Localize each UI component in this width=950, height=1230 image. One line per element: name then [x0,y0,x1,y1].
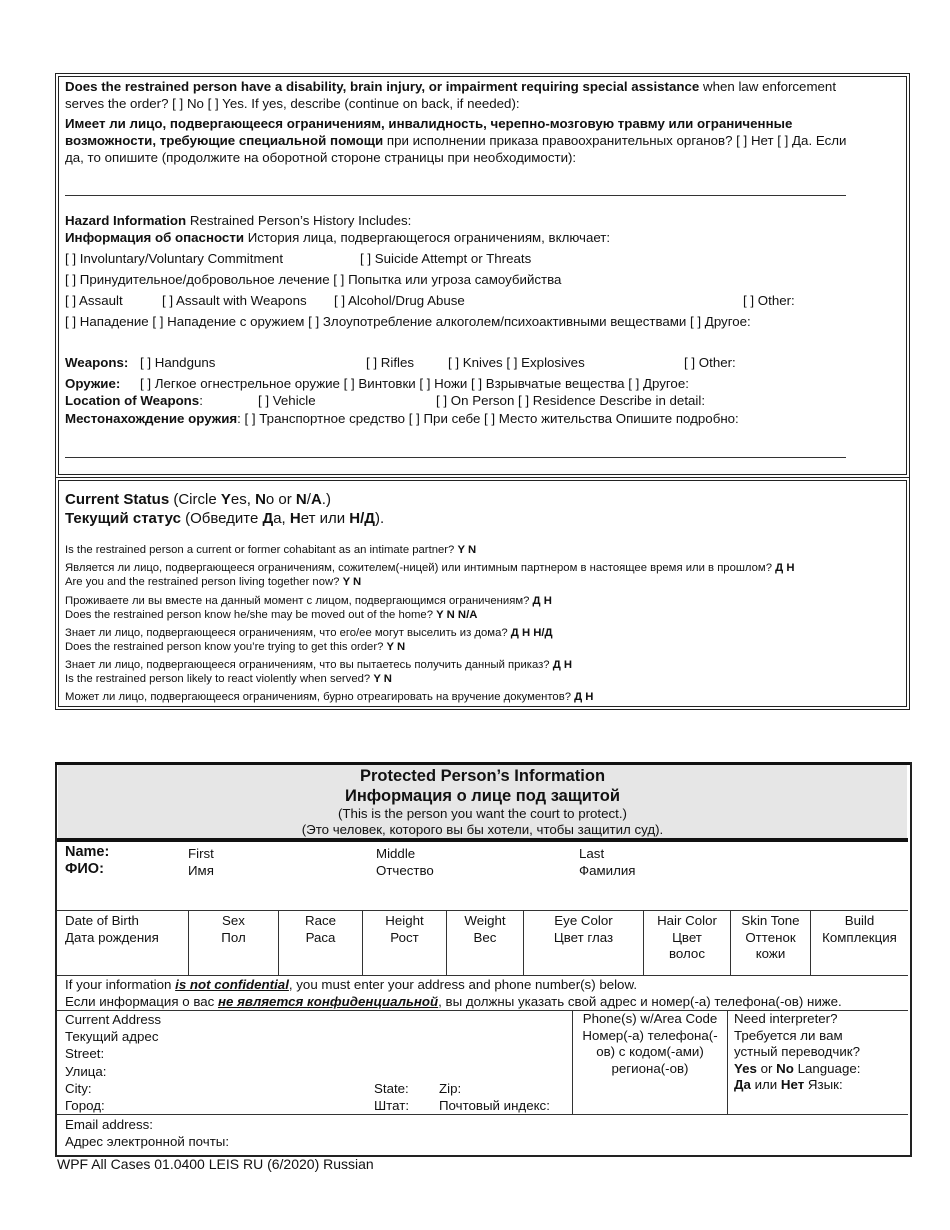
protected-title-ru: Информация о лице под защитой [344,787,621,805]
status-q1: Is the restrained person a current or former cohabitant as an intimate partner? Y N [65,544,477,556]
disability-describe-line[interactable] [65,195,846,196]
eye-color-field[interactable]: Eye Color Цвет глаз [553,913,614,945]
address-field[interactable]: Current Address Текущий адрес Street: Улица: City: Город: [65,1012,162,1114]
demo-row-bottom [57,975,908,976]
weapons-location-label-en: Location of Weapons: [65,393,203,408]
sex-field[interactable]: Sex Пол [221,913,246,945]
status-q9: Is the restrained person likely to react violently when served? Y N [65,673,392,685]
skin-tone-field[interactable]: Skin Tone Оттенок кожи [741,913,800,961]
status-q6-answer[interactable]: Д Н Н/Д [510,627,553,639]
hazard-other-checkbox[interactable]: [ ] Other: [743,293,795,308]
protected-subtitle-ru: (Это человек, которого вы бы хотели, чтобы защитил суд). [301,822,664,837]
protected-subtitle-en: (This is the person you want the court to protect.) [338,806,627,821]
status-q4: Проживаете ли вы вместе на данный момент с лицом, подвергающимся ограничениям? Д Н [65,595,552,607]
status-q5-answer[interactable]: Y N N/A [436,609,478,621]
status-q6: Знает ли лицо, подвергающееся ограничениям, что его/ее могут выселить из дома? Д Н Н/Д [65,627,553,639]
last-name-field[interactable]: Last Фамилия [579,846,636,878]
confidential-note-ru: Если информация о вас не является конфиденциальной, вы должны указать свой адрес и номер(-а) телефона(-ов) ниже. [65,994,842,1009]
disability-question-ru-line3: да, то опишите (продолжите на оборотной стороне страницы при необходимости): [65,150,577,165]
status-q4-answer[interactable]: Д Н [532,595,552,607]
build-field[interactable]: Build Комплекция [822,913,897,945]
status-q2: Является ли лицо, подвергающееся ограничениям, сожителем(-ницей) или интимным партнером в настоящее время или в прошлом? Д Н [65,562,795,574]
name-label: Name: ФИО: [65,844,110,877]
zip-field[interactable]: Zip: Почтовый индекс: [439,1081,550,1114]
form-footer: WPF All Cases 01.0400 LEIS RU (6/2020) Russian [57,1156,374,1172]
confidential-note-en: If your information is not confidential, you must enter your address and phone number(s) below. [65,977,638,992]
name-row-bottom [57,910,908,911]
status-q7-answer[interactable]: Y N [386,641,406,653]
middle-name-field[interactable]: Middle Отчество [376,846,434,878]
weapons-label-ru: Оружие: [65,376,121,391]
weapons-label-en: Weapons: [65,355,129,370]
weapons-knives-explosives-checkbox[interactable]: [ ] Knives [ ] Explosives [448,355,585,370]
weapons-rifles-checkbox[interactable]: [ ] Rifles [366,355,415,370]
email-field[interactable]: Email address: Адрес электронной почты: [65,1117,230,1149]
status-title-ru: Текущий статус (Обведите Да, Нет или Н/Д). [65,510,385,527]
weapons-other-checkbox[interactable]: [ ] Other: [684,355,736,370]
weapons-handguns-checkbox[interactable]: [ ] Handguns [140,355,216,370]
weapons-location-vehicle-checkbox[interactable]: [ ] Vehicle [258,393,316,408]
hazard-title-en: Hazard Information Restrained Person’s History Includes: [65,213,412,228]
race-field[interactable]: Race Раса [304,913,337,945]
hazard-title-ru: Информация об опасности История лица, подвергающегося ограничениям, включает: [65,230,611,245]
hazard-row-ru-1[interactable]: [ ] Принудительное/добровольное лечение [ ] Попытка или угроза самоубийства [65,272,562,287]
state-field[interactable]: State: Штат: [374,1081,410,1114]
disability-question-ru: Имеет ли лицо, подвергающееся ограничениям, инвалидность, черепно-мозговую травму или ограниченные [65,116,793,131]
protected-header-divider [57,838,908,842]
status-title-en: Current Status (Circle Yes, No or N/A.) [65,491,331,508]
interpreter-field[interactable]: Need interpreter? Требуется ли вам устный переводчик? Yes or No Language: Да или Нет Язык: [734,1011,861,1092]
hazard-suicide-checkbox[interactable]: [ ] Suicide Attempt or Threats [360,251,532,266]
status-q8-answer[interactable]: Д Н [552,659,573,671]
phone-interpreter-divider [727,1010,728,1114]
dob-field[interactable]: Date of Birth Дата рождения [65,913,159,945]
weapons-location-ru[interactable]: Местонахождение оружия: [ ] Транспортное средство [ ] При себе [ ] Место жительства Опишите подробно: [65,411,739,426]
status-q8: Знает ли лицо, подвергающееся ограничениям, что вы пытаетесь получить данный приказ? Д Н [65,659,573,671]
status-q7: Does the restrained person know you’re trying to get this order? Y N [65,641,406,653]
hazard-alcohol-checkbox[interactable]: [ ] Alcohol/Drug Abuse [334,293,465,308]
status-q5: Does the restrained person know he/she may be moved out of the home? Y N N/A [65,609,478,621]
weapons-describe-line[interactable] [65,457,846,458]
weapons-location-rest[interactable]: [ ] On Person [ ] Residence Describe in detail: [436,393,706,408]
status-q10: Может ли лицо, подвергающееся ограничениям, бурно отреагировать на вручение документов? Д Н [65,691,594,703]
disability-question-en: Does the restrained person have a disability, brain injury, or impairment requiring special assistance when law enforcement [65,79,837,94]
weapons-row-ru[interactable]: [ ] Легкое огнестрельное оружие [ ] Винтовки [ ] Ножи [ ] Взрывчатые вещества [ ] Другое: [140,376,689,391]
height-field[interactable]: Height Рост [385,913,424,945]
status-q10-answer[interactable]: Д Н [574,691,594,703]
hazard-row-ru-2[interactable]: [ ] Нападение [ ] Нападение с оружием [ ] Злоупотребление алкоголем/психоактивными веществами [ ] Другое: [65,314,751,329]
first-name-field[interactable]: First Имя [188,846,214,878]
hazard-assault-checkbox[interactable]: [ ] Assault [65,293,123,308]
status-q1-answer[interactable]: Y N [457,544,477,556]
phone-field[interactable]: Phone(s) w/Area Code Номер(-а) телефона(- ов) с кодом(-ами) региона(-ов) [582,1011,718,1076]
status-q3-answer[interactable]: Y N [342,576,362,588]
weight-field[interactable]: Weight Вес [464,913,506,945]
disability-question-ru-line2: возможности, требующие специальной помощи при исполнении приказа правоохранительных органов? [ ] Нет [ ] Да. Если [65,133,847,148]
protected-title-en: Protected Person’s Information [359,767,606,785]
status-q2-answer[interactable]: Д Н [775,562,795,574]
hair-color-field[interactable]: Hair Color Цвет волос [657,913,717,961]
hazard-assault-weapons-checkbox[interactable]: [ ] Assault with Weapons [162,293,307,308]
address-row-bottom [57,1114,908,1115]
status-q3: Are you and the restrained person living together now? Y N [65,576,362,588]
hazard-commitment-checkbox[interactable]: [ ] Involuntary/Voluntary Commitment [65,251,284,266]
disability-question-en-line2: serves the order? [ ] No [ ] Yes. If yes, describe (continue on back, if needed): [65,96,520,111]
status-q9-answer[interactable]: Y N [373,673,392,685]
